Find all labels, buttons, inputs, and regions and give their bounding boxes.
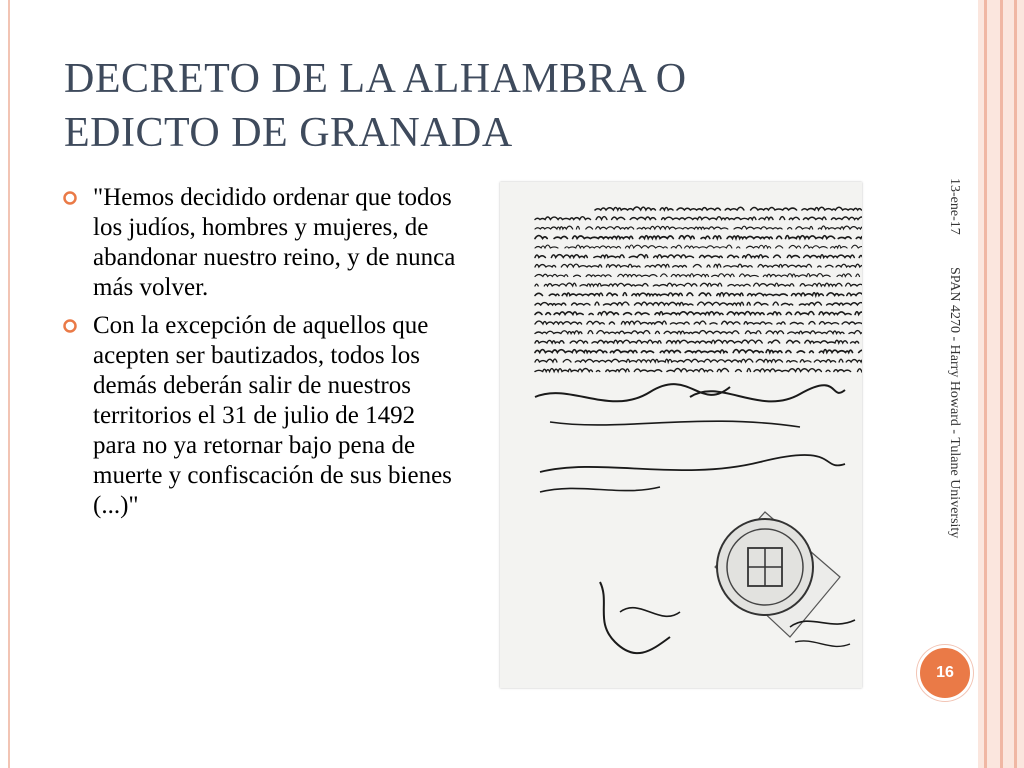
bullet-marker-icon (63, 191, 77, 205)
bullet-text: "Hemos decidido ordenar que todos los judíos, hombres y mujeres, de abandonar nuestro reino, y de nunca más volver. (93, 184, 456, 301)
bullet-text: Con la excepción de aquellos que acepten ser bautizados, todos los demás deberán salir de nuestros territorios el 31 de julio de 1492 para no ya retornar bajo pena de muerte y confiscación de sus bienes (...)" (93, 312, 452, 519)
band-stripe (1014, 0, 1017, 768)
band-stripe (984, 0, 987, 768)
slide-title-line-1: DECRETO DE LA ALHAMBRA O (64, 56, 687, 102)
bullet-item (62, 311, 462, 521)
slide-title (64, 52, 884, 160)
right-decorative-band (978, 0, 1024, 768)
slide-date: 13-ene-17 (947, 178, 962, 235)
manuscript-drawing (500, 182, 862, 688)
bullet-list (62, 183, 462, 529)
course-footer: SPAN 4270 - Harry Howard - Tulane University (947, 267, 962, 539)
band-stripe (1000, 0, 1003, 768)
page-number-badge: 16 (917, 645, 973, 701)
left-border-rule (8, 0, 10, 768)
slide-title-line-2: EDICTO DE GRANADA (64, 110, 513, 156)
bullet-marker-icon (63, 319, 77, 333)
bullet-item (62, 183, 462, 303)
manuscript-image (500, 182, 862, 688)
